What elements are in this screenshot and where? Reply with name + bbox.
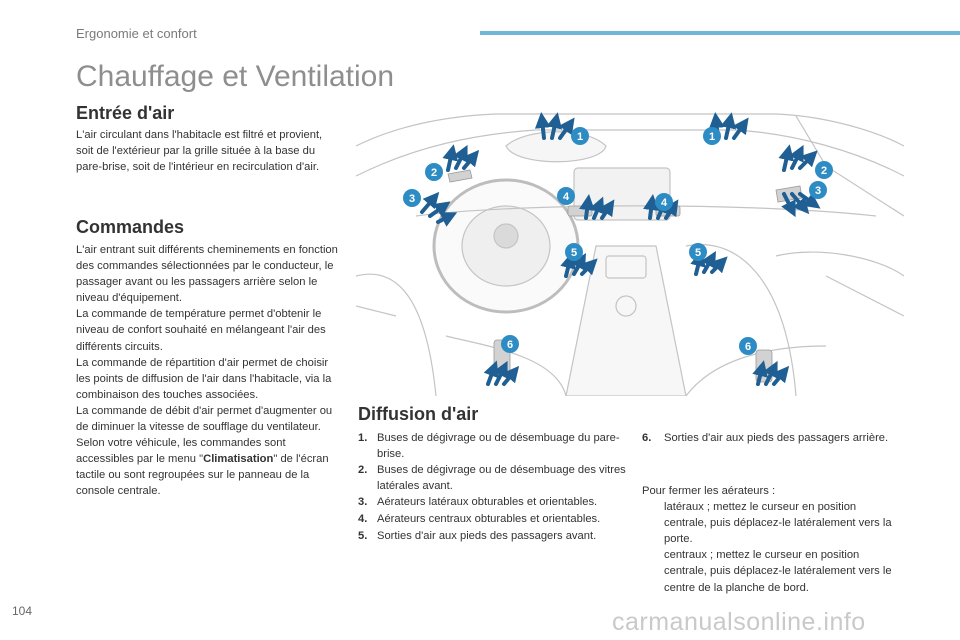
close-vents-item-text: latéraux ; mettez le curseur en position centrale, puis déplacez-le latéralement vers la porte. — [664, 501, 892, 546]
callout-4-left — [557, 187, 575, 205]
callout-6-right — [739, 337, 757, 355]
list-item-text: Buses de dégivrage ou de désembuage des vitres latérales avant. — [377, 464, 626, 492]
list-item-text: Sorties d'air aux pieds des passagers avant. — [377, 529, 597, 542]
close-vents-item — [642, 547, 902, 595]
callout-1-right — [703, 127, 721, 145]
close-vents-item — [642, 499, 902, 547]
callout-3-right — [809, 181, 827, 199]
callout-5-right — [689, 243, 707, 261]
svg-text:2: 2 — [430, 167, 438, 179]
close-vents-intro: Pour fermer les aérateurs : — [642, 485, 776, 497]
svg-text:3: 3 — [814, 185, 822, 197]
commandes-p2: La commande de température permet d'obtenir le niveau de confort souhaité en mélangeant l'air des différents circuits. — [76, 308, 326, 353]
callout-4-right — [655, 193, 673, 211]
callout-5-left — [565, 243, 583, 261]
heading-entree-air: Entrée d'air — [76, 103, 175, 123]
list-item-number: 1. — [358, 432, 368, 444]
section-accent-bar — [480, 31, 960, 35]
list-item — [358, 512, 626, 528]
commandes-p4: La commande de débit d'air permet d'augmenter ou de diminuer la vitesse de soufflage du ventilateur. — [76, 404, 333, 434]
menu-climatisation: Climatisation — [203, 453, 274, 466]
heading-diffusion-air: Diffusion d'air — [358, 404, 479, 424]
commandes-p5 — [76, 435, 338, 499]
list-item-number: 4. — [358, 512, 368, 525]
list-item-text: Aérateurs centraux obturables et orientables. — [377, 512, 601, 525]
page-number: 104 — [12, 604, 33, 618]
svg-text:6: 6 — [506, 339, 514, 351]
watermark: carmanualsonline.info — [612, 608, 866, 636]
svg-text:5: 5 — [694, 247, 702, 259]
list-item — [358, 463, 626, 494]
entree-air-paragraph: L'air circulant dans l'habitacle est filtré et provient, soit de l'extérieur par la grille située à la base du pare-brise, soit de l'intérieur en recirculation d'air. — [76, 129, 323, 174]
list-item — [358, 431, 626, 462]
list-item-number: 2. — [358, 464, 368, 477]
list-item-text: Buses de dégivrage ou de désembuage du pare-brise. — [377, 432, 620, 460]
bullet-icon — [642, 547, 664, 595]
entree-air-text — [76, 127, 328, 175]
list-item-number: 3. — [358, 496, 368, 509]
svg-text:5: 5 — [570, 247, 578, 259]
list-item-text: Aérateurs latéraux obturables et orientables. — [377, 496, 598, 509]
list-item — [358, 495, 626, 511]
list-item-text: Sorties d'air aux pieds des passagers arrière. — [664, 432, 889, 444]
list-item — [358, 529, 626, 545]
callout-1-left — [571, 127, 589, 145]
list-item — [642, 431, 900, 447]
svg-text:1: 1 — [576, 131, 584, 143]
svg-text:6: 6 — [744, 341, 752, 353]
list-item-number: 6. — [642, 432, 652, 444]
svg-text:2: 2 — [820, 165, 828, 177]
commandes-p3: La commande de répartition d'air permet de choisir les points de diffusion de l'air dans l'habitacle, via la combinaison des touches associées. — [76, 356, 332, 401]
dashboard-airflow-illustration — [356, 106, 904, 396]
commandes-p5-start: Selon votre véhicule, les commandes sont accessibles par le menu " — [76, 437, 286, 466]
diffusion-list-right — [642, 431, 900, 448]
callout-2-left — [425, 163, 443, 181]
svg-text:1: 1 — [708, 131, 716, 143]
close-vents-item-text: centraux ; mettez le curseur en position centrale, puis déplacez-le latéralement vers le centre de la planche de bord. — [664, 549, 892, 594]
commandes-text — [76, 242, 338, 500]
callout-3-left — [403, 189, 421, 207]
svg-text:4: 4 — [562, 191, 570, 203]
bullet-icon — [642, 499, 664, 547]
close-vents-instructions — [642, 483, 902, 596]
diffusion-list-left — [358, 431, 626, 545]
heading-commandes: Commandes — [76, 217, 185, 237]
commandes-p1: L'air entrant suit différents cheminements en fonction des commandes sélectionnées par le conducteur, le passager avant ou les passagers arrière selon le niveau d'équipement. — [76, 244, 338, 305]
commandes-p5-end: " de l'écran tactile ou sont regroupées sur le panneau de la console centrale. — [76, 453, 329, 498]
svg-text:4: 4 — [660, 197, 668, 209]
callout-6-left — [501, 335, 519, 353]
section-label: Ergonomie et confort — [76, 26, 197, 41]
list-item-number: 5. — [358, 529, 368, 542]
svg-text:3: 3 — [408, 193, 416, 205]
callout-2-right — [815, 161, 833, 179]
page-title: Chauffage et Ventilation — [76, 60, 395, 93]
